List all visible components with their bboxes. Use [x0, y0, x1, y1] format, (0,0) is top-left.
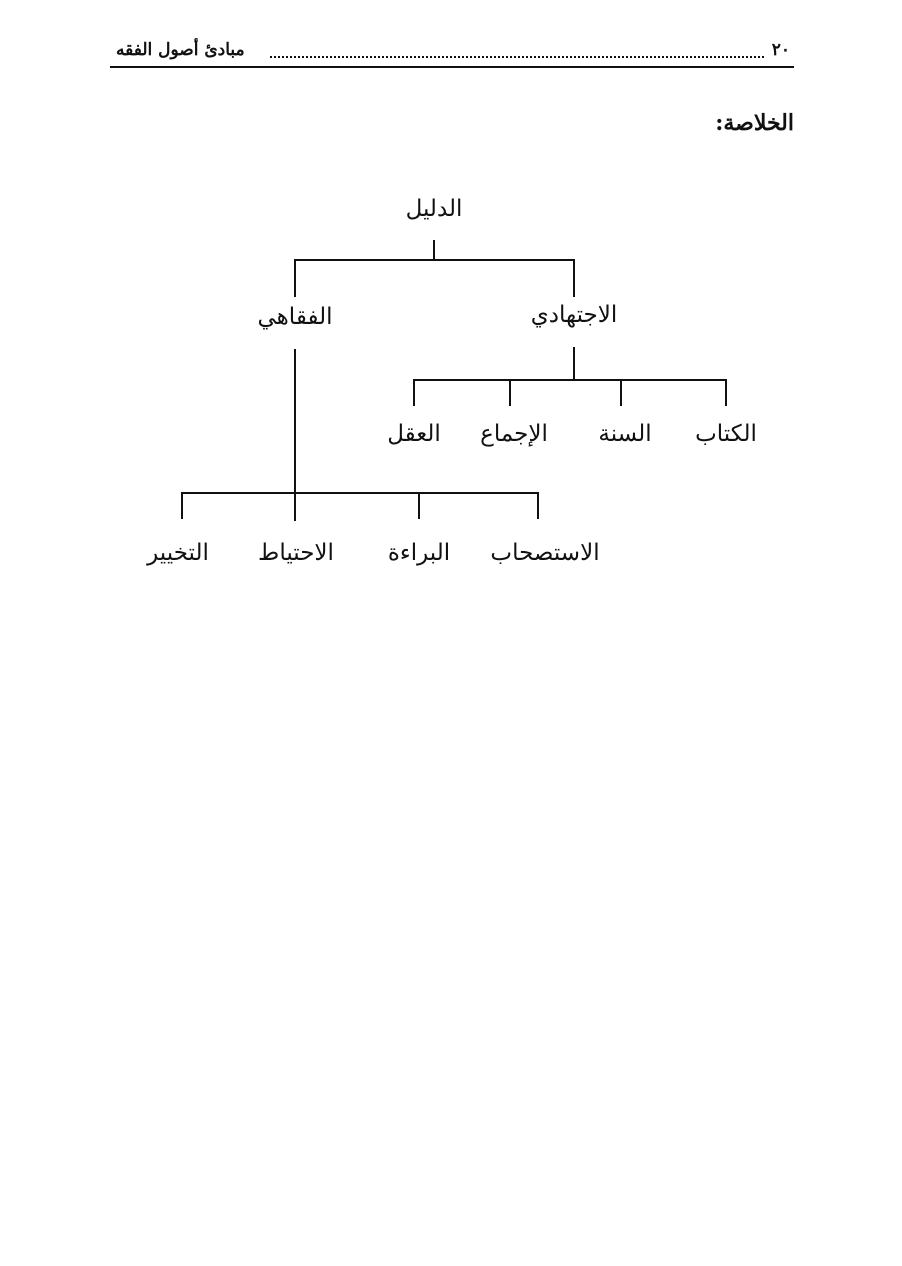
book-title: مبادئ أصول الفقه: [112, 40, 245, 60]
branch-1-child-1-drop: [725, 379, 727, 406]
root-stem: [433, 240, 435, 260]
branch-1-child-2-drop: [620, 379, 622, 406]
leaf-node-sunna: السنة: [598, 421, 652, 447]
branch-1-bar: [413, 379, 727, 381]
root-bar: [294, 259, 575, 261]
branch-1-child-4-drop: [413, 379, 415, 406]
branch-1-child-3-drop: [509, 379, 511, 406]
branch-1-stem: [573, 347, 575, 380]
branch-node-ijtihadi: الاجتهادي: [530, 302, 618, 328]
root-node: الدليل: [405, 196, 463, 222]
leaf-node-baraa: البراءة: [387, 540, 451, 566]
leaf-node-ijma: الإجماع: [480, 421, 548, 447]
branch-2-child-4-drop: [181, 492, 183, 519]
branch-2-child-1-drop: [537, 492, 539, 519]
leaf-node-takhyir: التخيير: [147, 540, 209, 566]
section-title: الخلاصة:: [715, 110, 794, 136]
leaf-node-ihtiyat: الاحتياط: [258, 540, 334, 566]
leaf-node-kitab: الكتاب: [695, 421, 757, 447]
page-number: ٢٠: [771, 40, 790, 60]
branch-2-drop: [294, 259, 296, 297]
branch-2-child-3-drop: [294, 492, 296, 519]
leaf-node-aql: العقل: [387, 421, 441, 447]
branch-2-child-2-drop: [418, 492, 420, 519]
branch-1-drop: [573, 259, 575, 297]
branch-node-fuqahi: الفقاهي: [257, 304, 333, 330]
leaf-node-istishab: الاستصحاب: [490, 540, 600, 566]
branch-2-bar: [181, 492, 539, 494]
